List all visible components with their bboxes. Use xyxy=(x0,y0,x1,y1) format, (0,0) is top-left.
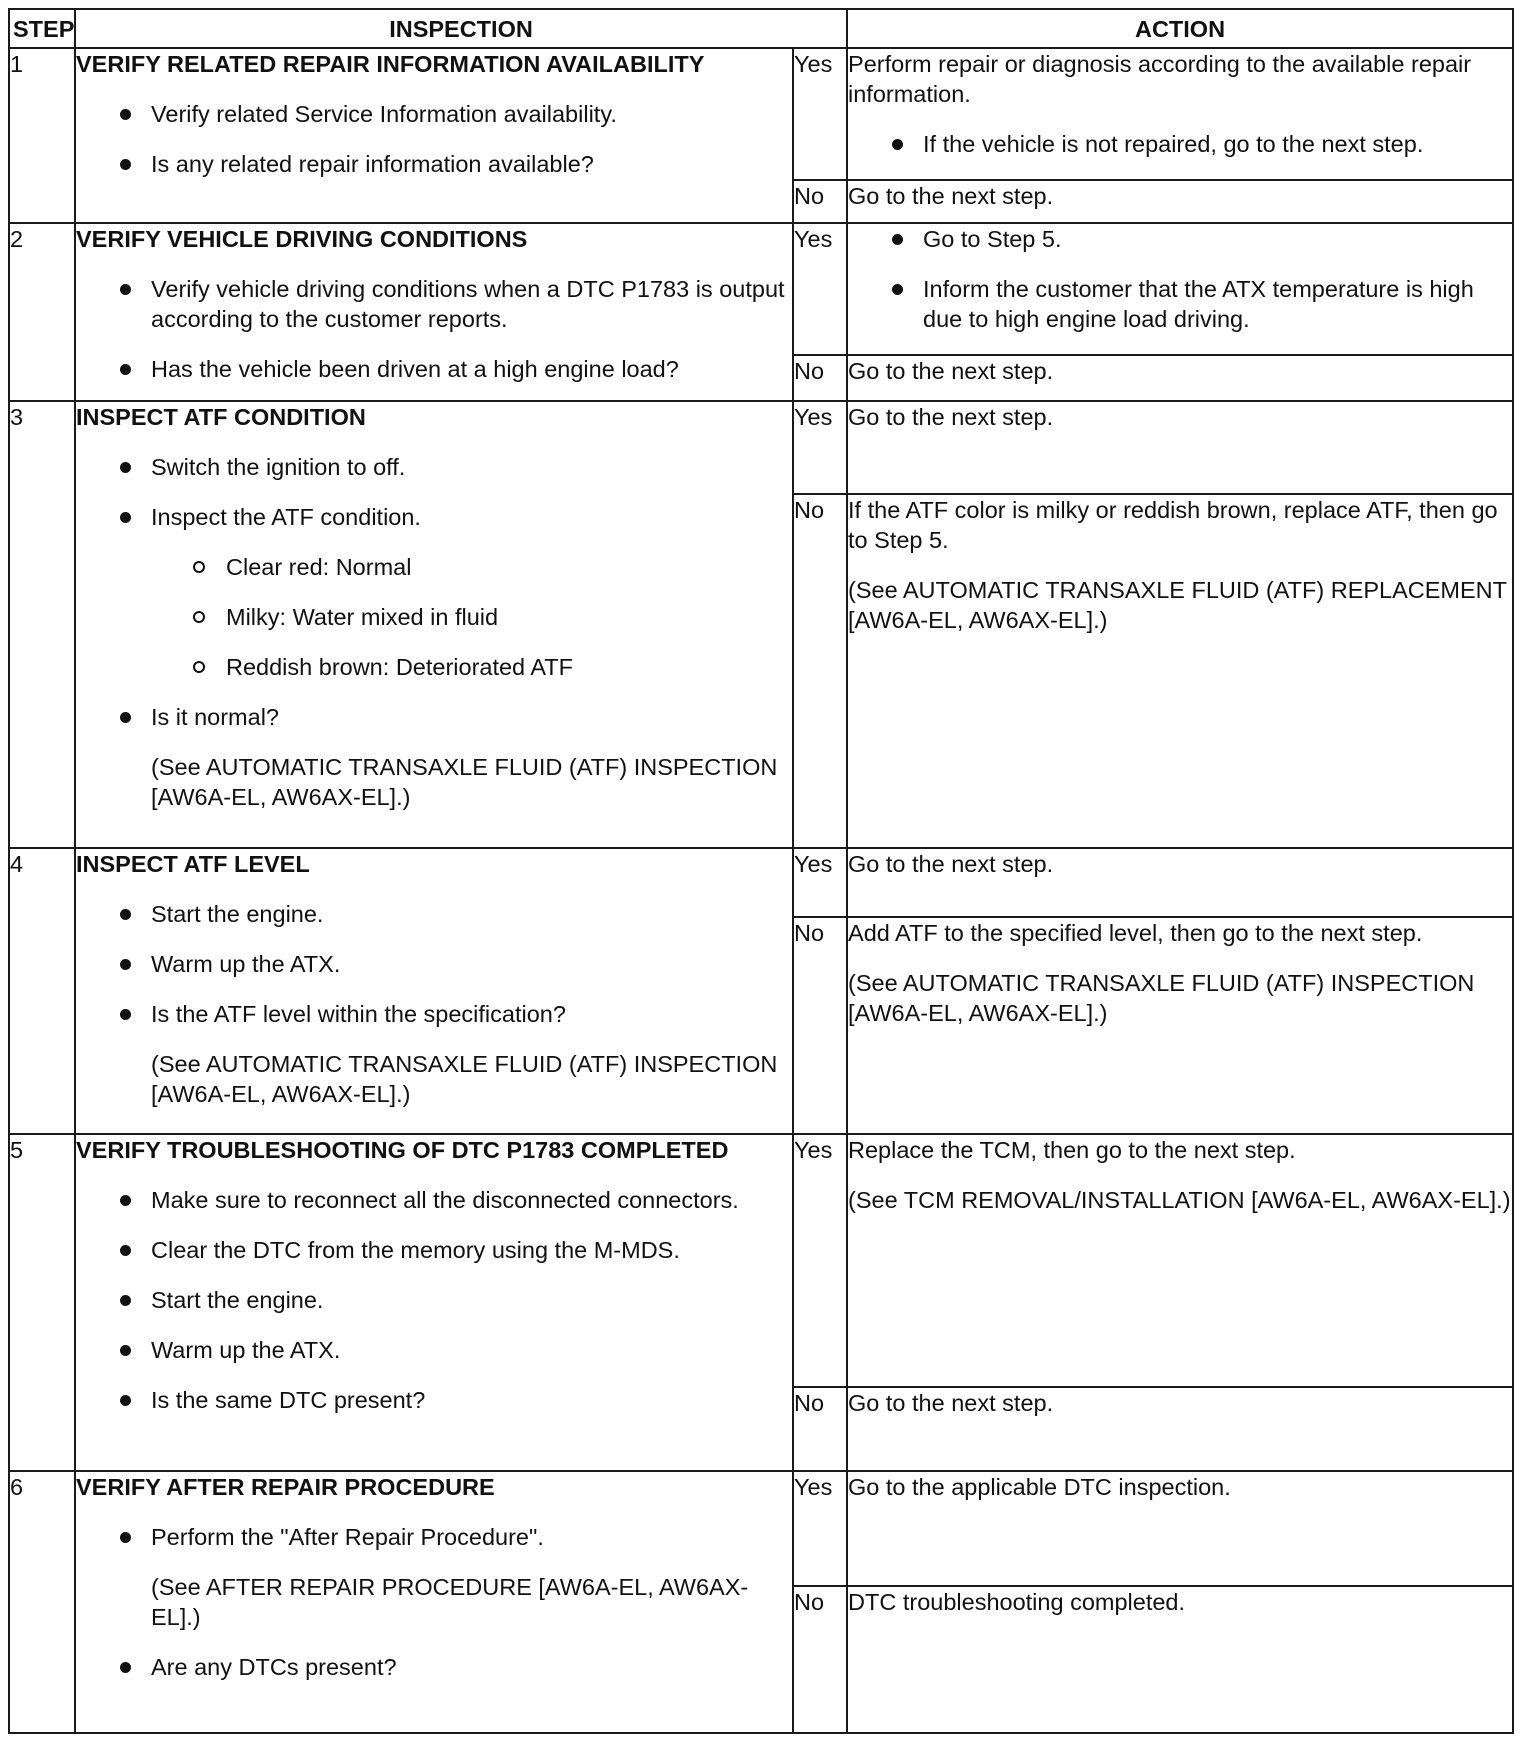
inspection-cell xyxy=(75,1471,793,1733)
action-bullet: If the vehicle is not repaired, go to the next step. xyxy=(848,129,1512,159)
action-text: DTC troubleshooting completed. xyxy=(848,1589,1186,1616)
step-row-4-yes xyxy=(9,848,1513,917)
no-action-cell xyxy=(847,1387,1513,1472)
action-text: Perform repair or diagnosis according to the available repair information. xyxy=(848,51,1472,107)
action-text: If the ATF color is milky or reddish brown, replace ATF, then go to Step 5. xyxy=(848,496,1498,553)
inspection-bullet: Switch the ignition to off. xyxy=(76,452,792,482)
inspection-reference: (See AUTOMATIC TRANSAXLE FLUID (ATF) INSPECTION [AW6A-EL, AW6AX-EL].) xyxy=(151,1050,778,1107)
inspection-bullet: Are any DTCs present? xyxy=(76,1652,792,1682)
inspection-title: VERIFY AFTER REPAIR PROCEDURE xyxy=(76,1474,495,1501)
inspection-bullet: Warm up the ATX. xyxy=(76,949,792,979)
action-bullet: Go to Step 5. xyxy=(848,224,1512,254)
inspection-cell xyxy=(75,223,793,401)
step-row-3-yes xyxy=(9,401,1513,494)
yes-action-cell xyxy=(847,848,1513,917)
header-inspection: INSPECTION xyxy=(75,9,847,48)
inspection-title: VERIFY TROUBLESHOOTING OF DTC P1783 COMPLETED xyxy=(76,1137,729,1164)
inspection-reference: (See AUTOMATIC TRANSAXLE FLUID (ATF) INSPECTION [AW6A-EL, AW6AX-EL].) xyxy=(151,753,778,810)
no-label: No xyxy=(793,494,847,848)
inspection-cell xyxy=(75,48,793,223)
no-label: No xyxy=(793,180,847,222)
step-row-2-yes xyxy=(9,223,1513,355)
inspection-bullet: Is the ATF level within the specification? xyxy=(76,999,792,1029)
action-text: Replace the TCM, then go to the next step. xyxy=(848,1137,1296,1164)
action-text: (See AUTOMATIC TRANSAXLE FLUID (ATF) REPLACEMENT [AW6A-EL, AW6AX-EL].) xyxy=(848,576,1507,633)
inspection-bullet: Is it normal? xyxy=(76,702,792,732)
action-text: Go to the next step. xyxy=(848,1389,1054,1416)
yes-label: Yes xyxy=(793,848,847,917)
step-number: 4 xyxy=(9,848,75,1134)
yes-action-cell xyxy=(847,48,1513,180)
inspection-bullet: Warm up the ATX. xyxy=(76,1335,792,1365)
step-number: 1 xyxy=(9,48,75,223)
action-text: Go to the next step. xyxy=(848,850,1054,877)
step-row-5-yes xyxy=(9,1134,1513,1387)
action-text: Go to the next step. xyxy=(848,183,1054,210)
inspection-bullet: Has the vehicle been driven at a high engine load? xyxy=(76,354,792,384)
yes-label: Yes xyxy=(793,401,847,494)
action-text: (See AUTOMATIC TRANSAXLE FLUID (ATF) INSPECTION [AW6A-EL, AW6AX-EL].) xyxy=(848,970,1475,1027)
yes-label: Yes xyxy=(793,223,847,355)
table-header-row xyxy=(9,9,1513,48)
inspection-sub-bullet: Milky: Water mixed in fluid xyxy=(76,602,792,632)
inspection-title: VERIFY VEHICLE DRIVING CONDITIONS xyxy=(76,225,528,252)
inspection-cell xyxy=(75,1134,793,1471)
step-number: 3 xyxy=(9,401,75,848)
no-label: No xyxy=(793,917,847,1134)
action-text: Go to the applicable DTC inspection. xyxy=(848,1474,1231,1501)
diagnostic-procedure-table xyxy=(8,8,1514,1734)
inspection-title: INSPECT ATF LEVEL xyxy=(76,850,310,877)
inspection-bullet: Inspect the ATF condition. xyxy=(76,502,792,532)
inspection-sub-bullet: Reddish brown: Deteriorated ATF xyxy=(76,652,792,682)
no-label: No xyxy=(793,1387,847,1472)
yes-action-cell xyxy=(847,1134,1513,1387)
no-action-cell xyxy=(847,1586,1513,1733)
table-body xyxy=(9,48,1513,1733)
step-row-1-yes xyxy=(9,48,1513,180)
inspection-title: VERIFY RELATED REPAIR INFORMATION AVAILABILITY xyxy=(76,51,705,77)
yes-label: Yes xyxy=(793,1134,847,1387)
header-step: STEP xyxy=(9,9,75,48)
step-row-6-yes xyxy=(9,1471,1513,1586)
inspection-bullet: Is any related repair information available? xyxy=(76,149,792,179)
inspection-bullet: Perform the "After Repair Procedure". xyxy=(76,1522,792,1552)
step-number: 5 xyxy=(9,1134,75,1471)
action-text: (See TCM REMOVAL/INSTALLATION [AW6A-EL, AW6AX-EL].) xyxy=(848,1187,1511,1214)
inspection-bullet: Verify vehicle driving conditions when a DTC P1783 is output according to the customer reports. xyxy=(76,274,792,334)
step-number: 6 xyxy=(9,1471,75,1733)
no-action-cell xyxy=(847,494,1513,848)
inspection-bullet: Make sure to reconnect all the disconnected connectors. xyxy=(76,1185,792,1215)
inspection-bullet: Start the engine. xyxy=(76,899,792,929)
step-number: 2 xyxy=(9,223,75,401)
no-label: No xyxy=(793,355,847,401)
yes-action-cell xyxy=(847,1471,1513,1586)
inspection-sub-bullet: Clear red: Normal xyxy=(76,552,792,582)
no-action-cell xyxy=(847,180,1513,222)
inspection-bullet: Start the engine. xyxy=(76,1285,792,1315)
inspection-bullet: Verify related Service Information availability. xyxy=(76,99,792,129)
no-action-cell xyxy=(847,917,1513,1134)
header-action: ACTION xyxy=(847,9,1513,48)
yes-action-cell xyxy=(847,223,1513,355)
inspection-title: INSPECT ATF CONDITION xyxy=(76,403,366,430)
action-text: Add ATF to the specified level, then go to the next step. xyxy=(848,920,1423,947)
action-text: Go to the next step. xyxy=(848,358,1054,385)
yes-action-cell xyxy=(847,401,1513,494)
inspection-cell xyxy=(75,401,793,848)
action-bullet: Inform the customer that the ATX temperature is high due to high engine load driving. xyxy=(848,274,1512,334)
yes-label: Yes xyxy=(793,48,847,180)
inspection-reference: (See AFTER REPAIR PROCEDURE [AW6A-EL, AW6AX-EL].) xyxy=(151,1574,749,1631)
inspection-cell xyxy=(75,848,793,1134)
yes-label: Yes xyxy=(793,1471,847,1586)
no-label: No xyxy=(793,1586,847,1733)
inspection-bullet: Is the same DTC present? xyxy=(76,1385,792,1415)
inspection-bullet: Clear the DTC from the memory using the M-MDS. xyxy=(76,1235,792,1265)
no-action-cell xyxy=(847,355,1513,401)
action-text: Go to the next step. xyxy=(848,403,1054,430)
